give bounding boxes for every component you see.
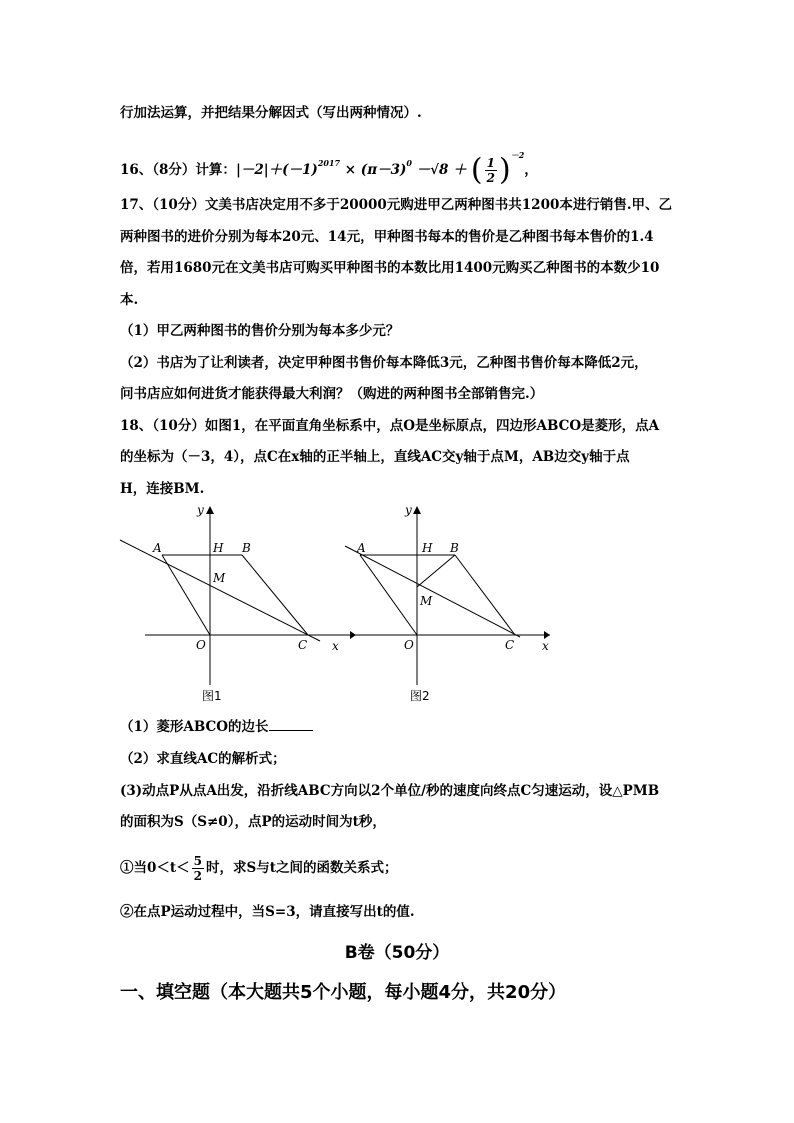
section-fill-heading: 一、填空题（本大题共5个小题，每小题4分，共20分）	[120, 982, 567, 1003]
q18-sub3b: 的面积为S（S≠0），点P的运动时间为t秒，	[120, 814, 386, 830]
q17-line4: 本.	[120, 292, 139, 308]
fraction-numerator: 1	[486, 156, 495, 170]
fig2-label-B: B	[450, 541, 459, 555]
fig2-label-A: A	[357, 541, 366, 555]
q16-exp1: 2017	[317, 158, 341, 168]
q18-line3: H，连接BM.	[120, 481, 205, 497]
figure-1	[120, 503, 356, 703]
fig2-label-O: O	[404, 638, 414, 652]
fig2-label-C: C	[505, 638, 515, 652]
q16-sqrt: －√8 ＋	[411, 162, 467, 178]
q16-exp2: 0	[406, 158, 412, 168]
fig2-label-x: x	[542, 639, 549, 653]
geometry-figures	[110, 500, 570, 710]
q17-line2: 两种图书的进价分别为每本20元、14元，甲种图书每本的售价是乙种图书每本售价的1.4	[120, 229, 654, 245]
q16-abs: |－2|＋(－1)	[235, 162, 318, 178]
section-b-heading: B卷（50分）	[344, 943, 450, 963]
q18-case2: ②在点P运动过程中，当S=3，请直接写出t的值.	[120, 904, 415, 920]
q17-part1: （1）甲乙两种图书的售价分别为每本多少元？	[120, 323, 400, 339]
fig1-label-x: x	[332, 639, 339, 653]
q17-part2b: 问书店应如何进货才能获得最大利润？（购进的两种图书全部销售完.）	[120, 386, 544, 402]
fig2-label-H: H	[422, 541, 433, 555]
q18-sub2: （2）求直线AC的解析式；	[120, 751, 286, 767]
fig1-label-A: A	[153, 541, 162, 555]
right-paren: )	[498, 152, 511, 188]
question-16	[120, 146, 538, 188]
fig2-caption: 图2	[410, 689, 430, 703]
q16-end: ，	[524, 162, 538, 178]
answer-blank[interactable]	[269, 718, 313, 731]
text-line: 行加法运算，并把结果分解因式（写出两种情况）.	[120, 105, 422, 121]
q18-line2: 的坐标为（－3，4），点C在x轴的正半轴上，直线AC交y轴于点M，AB边交y轴于点	[120, 449, 630, 465]
fig1-label-M: M	[213, 571, 226, 585]
figure-2	[345, 503, 550, 703]
q18-case1-pre: ①当0＜t＜	[120, 860, 190, 876]
fig2-label-M: M	[420, 594, 433, 608]
q18-case1	[120, 850, 398, 886]
q17-line1: 17、（10分）文美书店决定用不多于20000元购进甲乙两种图书共1200本进行销售.甲、乙	[120, 197, 673, 213]
fig2-label-y: y	[405, 503, 412, 517]
fig1-label-B: B	[242, 541, 251, 555]
q18-sub1-text: （1）菱形ABCO的边长	[120, 719, 269, 735]
fraction-denominator: 2	[193, 869, 202, 883]
fig1-caption: 图1	[202, 689, 222, 703]
q17-part2a: （2）书店为了让利读者，决定甲种图书售价每本降低3元，乙种图书售价每本降低2元，	[120, 355, 648, 371]
q16-prefix: 16、（8分）计算：	[120, 162, 236, 178]
fraction-numerator: 5	[193, 854, 202, 868]
q18-fraction	[192, 854, 204, 883]
fig1-label-H: H	[213, 541, 224, 555]
q16-exp3: －2	[510, 150, 525, 160]
left-paren: (	[470, 152, 483, 188]
fraction-denominator: 2	[486, 171, 495, 185]
q16-fraction	[485, 156, 497, 185]
q18-sub1	[120, 718, 313, 736]
fig1-label-C: C	[298, 638, 308, 652]
q17-line3: 倍，若用1680元在文美书店可购买甲种图书的本数比用1400元购买乙种图书的本数少10	[120, 260, 660, 276]
fig1-label-O: O	[196, 638, 206, 652]
q18-line1: 18、（10分）如图1，在平面直角坐标系中，点O是坐标原点，四边形ABCO是菱形，点A	[120, 418, 660, 434]
q16-mid: × (π－3)	[340, 162, 407, 178]
fig1-label-y: y	[197, 503, 204, 517]
q18-sub3a: (3)动点P从点A出发，沿折线ABC方向以2个单位/秒的速度向终点C匀速运动，设△PMB	[120, 783, 660, 799]
q18-case1-post: 时，求S与t之间的函数关系式；	[206, 860, 398, 876]
